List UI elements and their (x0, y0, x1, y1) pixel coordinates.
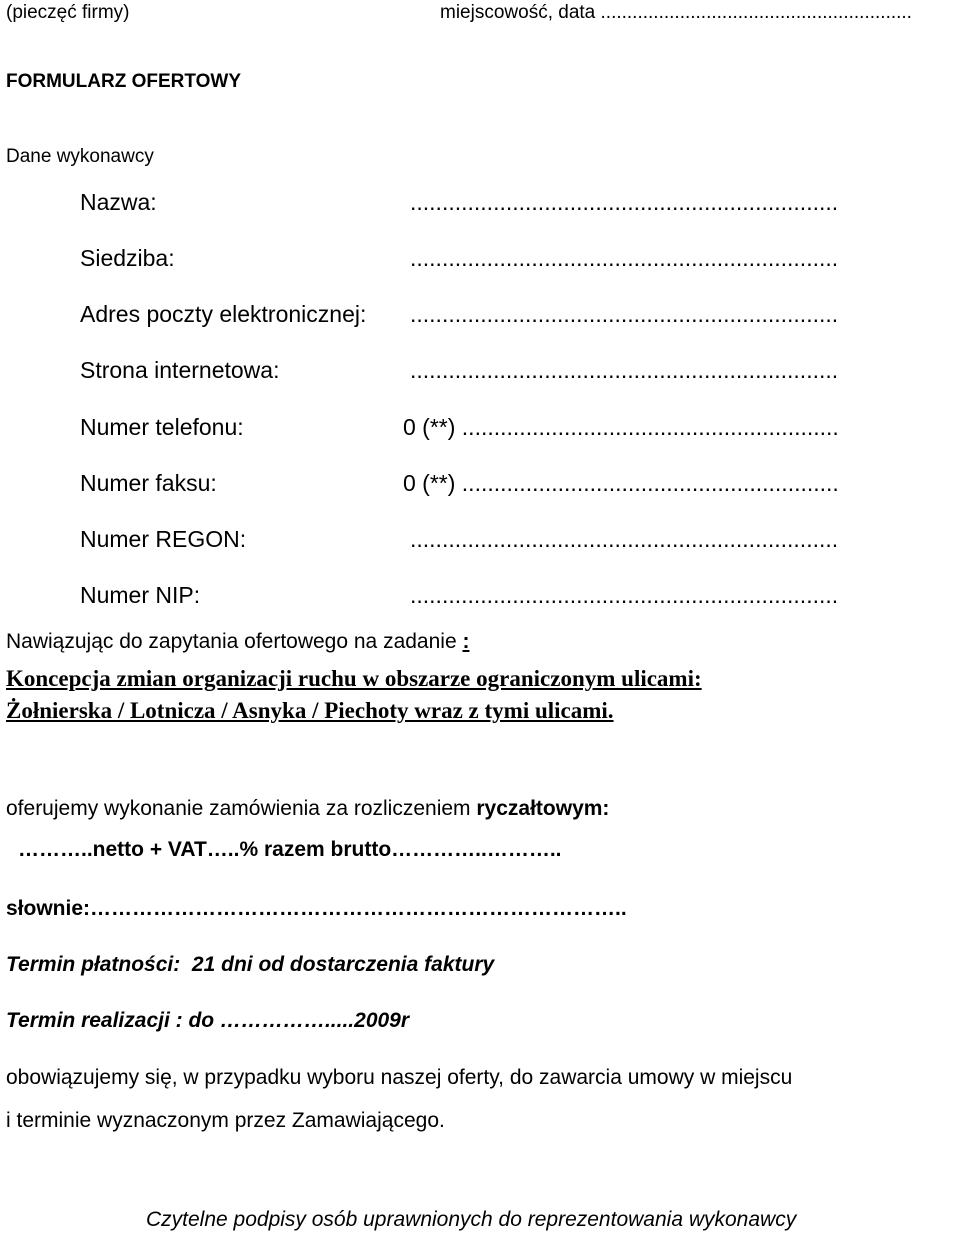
field-seat-value: ................................................................... (410, 245, 839, 271)
offer-type: ryczałtowym: (476, 797, 610, 820)
field-regon-value: ................................................................... (410, 526, 839, 552)
field-fax-value: 0 (**) ........................................................... (403, 470, 839, 496)
field-nip-value: ................................................................... (410, 582, 839, 608)
intro-text: Nawiązując do zapytania ofertowego na zadanie (6, 630, 463, 653)
field-name-value: ................................................................... (410, 189, 839, 215)
field-phone-value: 0 (**) ........................................................... (403, 414, 839, 440)
task-title-line-2: Żołnierska / Lotnicza / Asnyka / Piechoty wraz z tymi ulicami. (6, 698, 614, 723)
field-email-value: ................................................................... (410, 301, 839, 327)
field-phone-label: Numer telefonu: (80, 414, 244, 440)
section-label: Dane wykonawcy (6, 146, 154, 167)
field-fax-label: Numer faksu: (80, 470, 217, 496)
completion-deadline (6, 1009, 409, 1033)
payment-terms (6, 953, 494, 977)
place-date-label: miejscowość, data ........................................................... (440, 2, 912, 23)
field-name-label: Nazwa: (80, 189, 157, 215)
form-title: FORMULARZ OFERTOWY (6, 71, 242, 92)
signature-caption: Czytelne podpisy osób uprawnionych do reprezentowania wykonawcy (146, 1208, 797, 1231)
price-line: ………..netto + VAT…..% razem brutto…………..……….. (18, 838, 562, 861)
company-stamp-label: (pieczęć firmy) (6, 2, 130, 23)
field-regon-label: Numer REGON: (80, 526, 247, 552)
price-in-words-line: słownie:………………………………………………………………….. (6, 897, 627, 920)
payment-terms-label: Termin płatności: (6, 953, 181, 976)
field-website-label: Strona internetowa: (80, 357, 280, 383)
payment-terms-value: 21 dni od dostarczenia faktury (191, 953, 495, 976)
commitment-line-1: obowiązujemy się, w przypadku wyboru naszej oferty, do zawarcia umowy w miejscu (6, 1066, 793, 1089)
field-website-value: ................................................................... (410, 357, 839, 383)
offer-paragraph (6, 797, 609, 821)
task-title-line-1: Koncepcja zmian organizacji ruchu w obszarze ograniczonym ulicami: (6, 666, 702, 691)
completion-deadline-value: …………….....2009r (219, 1009, 410, 1032)
intro-colon: : (462, 630, 470, 653)
intro-paragraph (6, 630, 469, 654)
field-seat-label: Siedziba: (80, 245, 175, 271)
commitment-line-2: i terminie wyznaczonym przez Zamawiającego. (6, 1109, 445, 1132)
completion-deadline-label: Termin realizacji : do (6, 1009, 215, 1032)
field-email-label: Adres poczty elektronicznej: (80, 301, 367, 327)
field-nip-label: Numer NIP: (80, 582, 201, 608)
offer-text: oferujemy wykonanie zamówienia za rozliczeniem (6, 797, 477, 820)
